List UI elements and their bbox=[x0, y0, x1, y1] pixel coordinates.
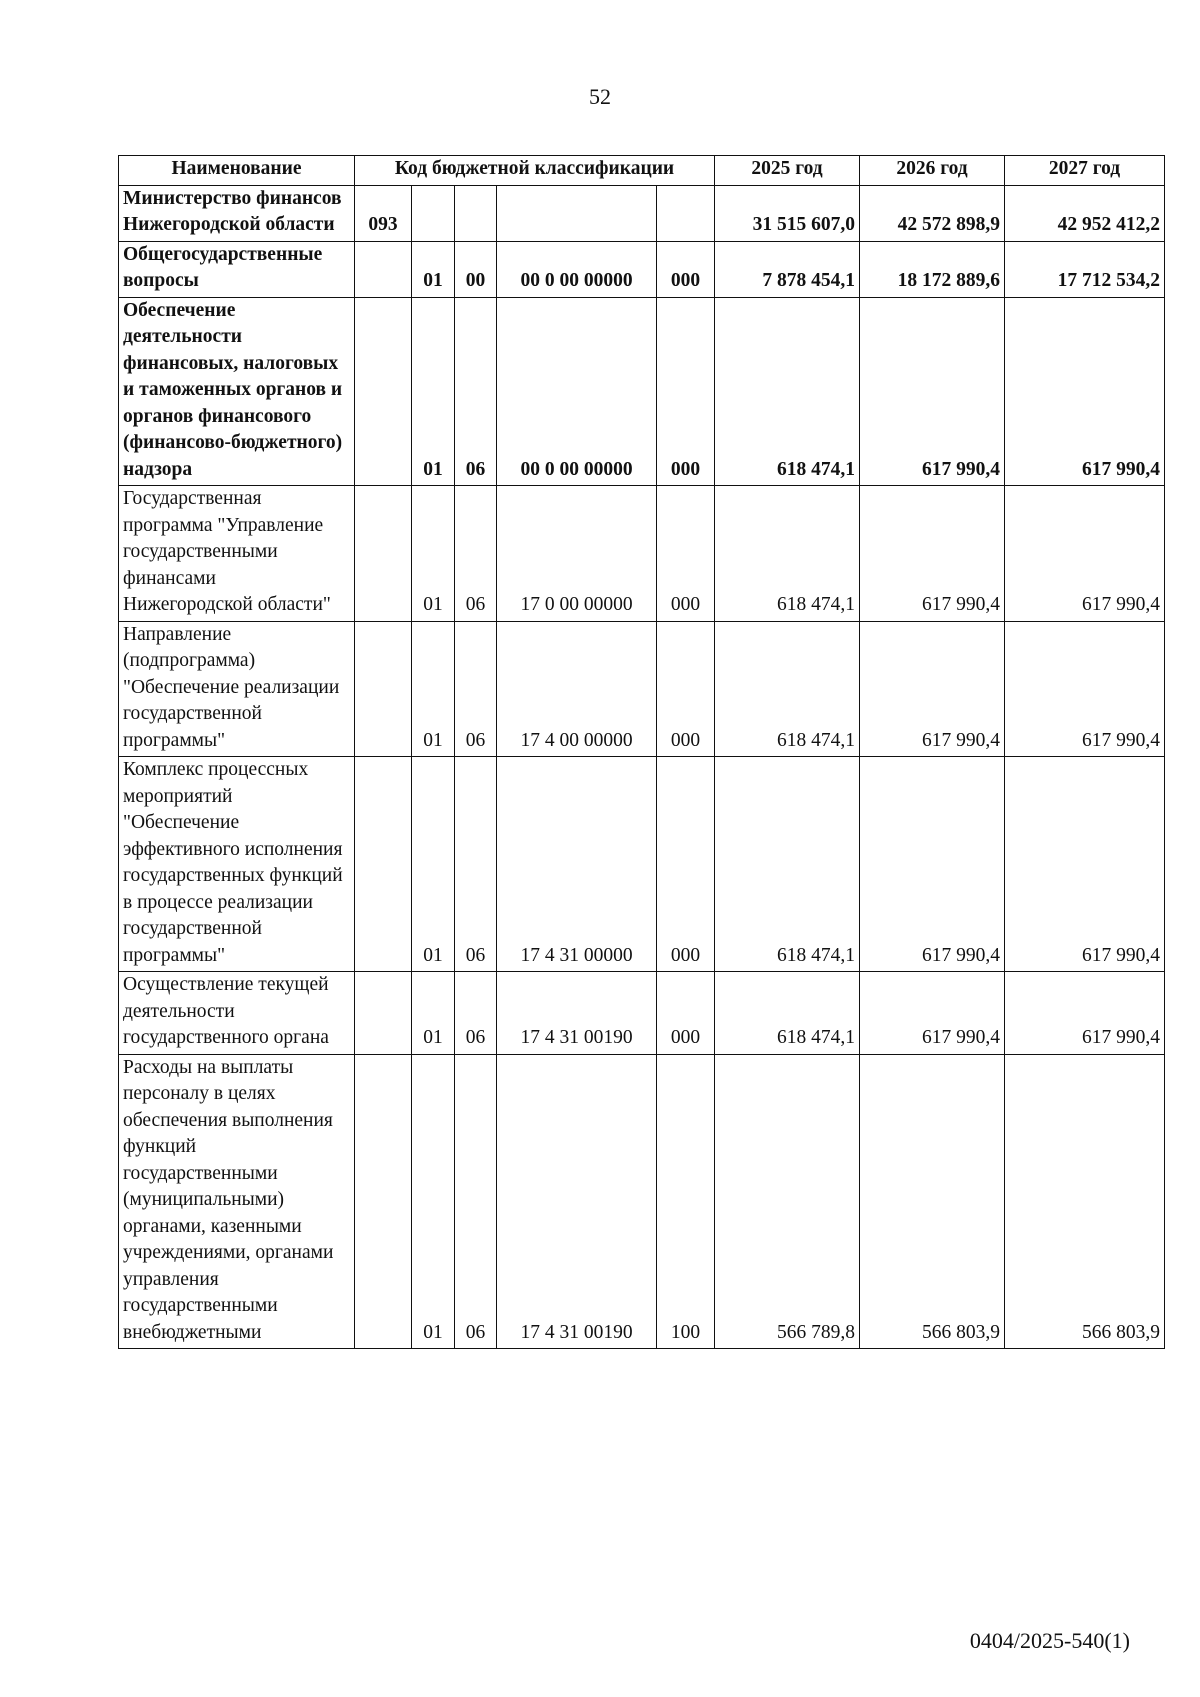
row-amount-2027: 617 990,4 bbox=[1005, 486, 1165, 622]
row-name: Осуществление текущей деятельности государственного органа bbox=[119, 972, 355, 1055]
row-amount-2026: 617 990,4 bbox=[860, 486, 1005, 622]
row-target-article-code: 17 4 31 00190 bbox=[497, 1054, 657, 1349]
page-number: 52 bbox=[589, 84, 611, 109]
table-row bbox=[119, 185, 1165, 241]
table-row bbox=[119, 241, 1165, 297]
row-amount-2025: 566 789,8 bbox=[715, 1054, 860, 1349]
row-expense-type-code: 100 bbox=[657, 1054, 715, 1349]
row-amount-2026: 566 803,9 bbox=[860, 1054, 1005, 1349]
table-row bbox=[119, 297, 1165, 486]
row-ministry-code bbox=[355, 621, 412, 757]
row-subsection-code: 06 bbox=[455, 757, 497, 972]
header-2027: 2027 год bbox=[1005, 156, 1165, 186]
row-target-article-code: 17 4 00 00000 bbox=[497, 621, 657, 757]
row-subsection-code: 06 bbox=[455, 972, 497, 1055]
row-section-code: 01 bbox=[412, 972, 455, 1055]
row-subsection-code: 06 bbox=[455, 621, 497, 757]
row-target-article-code: 17 4 31 00000 bbox=[497, 757, 657, 972]
row-subsection-code: 06 bbox=[455, 1054, 497, 1349]
table-row bbox=[119, 621, 1165, 757]
header-2025: 2025 год bbox=[715, 156, 860, 186]
row-ministry-code bbox=[355, 486, 412, 622]
row-section-code: 01 bbox=[412, 1054, 455, 1349]
row-expense-type-code: 000 bbox=[657, 241, 715, 297]
row-amount-2025: 7 878 454,1 bbox=[715, 241, 860, 297]
row-subsection-code bbox=[455, 185, 497, 241]
row-amount-2025: 618 474,1 bbox=[715, 621, 860, 757]
row-name: Расходы на выплаты персоналу в целях обеспечения выполнения функций государственными (муниципальными) органами, казенными учреждениями, органами управления государственными внебюджетными bbox=[119, 1054, 355, 1349]
table-header-row bbox=[119, 156, 1165, 186]
row-expense-type-code: 000 bbox=[657, 621, 715, 757]
row-ministry-code bbox=[355, 972, 412, 1055]
row-section-code: 01 bbox=[412, 757, 455, 972]
row-target-article-code: 17 0 00 00000 bbox=[497, 486, 657, 622]
row-target-article-code: 00 0 00 00000 bbox=[497, 241, 657, 297]
row-amount-2027: 617 990,4 bbox=[1005, 757, 1165, 972]
header-2026: 2026 год bbox=[860, 156, 1005, 186]
row-section-code: 01 bbox=[412, 621, 455, 757]
row-amount-2025: 618 474,1 bbox=[715, 297, 860, 486]
row-amount-2027: 42 952 412,2 bbox=[1005, 185, 1165, 241]
table-row bbox=[119, 972, 1165, 1055]
row-ministry-code bbox=[355, 241, 412, 297]
row-subsection-code: 06 bbox=[455, 486, 497, 622]
row-name: Комплекс процессных мероприятий "Обеспечение эффективного исполнения государственных функций в процессе реализации государственной программы" bbox=[119, 757, 355, 972]
row-amount-2025: 618 474,1 bbox=[715, 972, 860, 1055]
row-name: Общегосударственные вопросы bbox=[119, 241, 355, 297]
table-row bbox=[119, 757, 1165, 972]
row-amount-2026: 617 990,4 bbox=[860, 972, 1005, 1055]
row-amount-2027: 617 990,4 bbox=[1005, 972, 1165, 1055]
row-subsection-code: 00 bbox=[455, 241, 497, 297]
row-subsection-code: 06 bbox=[455, 297, 497, 486]
row-name: Министерство финансов Нижегородской области bbox=[119, 185, 355, 241]
row-amount-2027: 617 990,4 bbox=[1005, 297, 1165, 486]
row-amount-2026: 617 990,4 bbox=[860, 621, 1005, 757]
row-name: Направление (подпрограмма) "Обеспечение реализации государственной программы" bbox=[119, 621, 355, 757]
row-name: Государственная программа "Управление государственными финансами Нижегородской области" bbox=[119, 486, 355, 622]
row-section-code: 01 bbox=[412, 297, 455, 486]
row-amount-2027: 17 712 534,2 bbox=[1005, 241, 1165, 297]
row-amount-2026: 617 990,4 bbox=[860, 297, 1005, 486]
row-amount-2027: 617 990,4 bbox=[1005, 621, 1165, 757]
row-expense-type-code: 000 bbox=[657, 972, 715, 1055]
row-section-code bbox=[412, 185, 455, 241]
row-ministry-code: 093 bbox=[355, 185, 412, 241]
table-row bbox=[119, 1054, 1165, 1349]
row-ministry-code bbox=[355, 1054, 412, 1349]
row-amount-2026: 42 572 898,9 bbox=[860, 185, 1005, 241]
row-expense-type-code: 000 bbox=[657, 297, 715, 486]
row-target-article-code: 17 4 31 00190 bbox=[497, 972, 657, 1055]
row-amount-2025: 618 474,1 bbox=[715, 486, 860, 622]
header-code: Код бюджетной классификации bbox=[355, 156, 715, 186]
document-code: 0404/2025-540(1) bbox=[969, 1628, 1130, 1653]
row-expense-type-code: 000 bbox=[657, 486, 715, 622]
row-amount-2025: 31 515 607,0 bbox=[715, 185, 860, 241]
row-amount-2025: 618 474,1 bbox=[715, 757, 860, 972]
row-section-code: 01 bbox=[412, 241, 455, 297]
row-ministry-code bbox=[355, 757, 412, 972]
table-row bbox=[119, 486, 1165, 622]
row-target-article-code bbox=[497, 185, 657, 241]
row-expense-type-code: 000 bbox=[657, 757, 715, 972]
row-ministry-code bbox=[355, 297, 412, 486]
row-amount-2026: 617 990,4 bbox=[860, 757, 1005, 972]
row-section-code: 01 bbox=[412, 486, 455, 622]
row-name: Обеспечение деятельности финансовых, налоговых и таможенных органов и органов финансового (финансово-бюджетного) надзора bbox=[119, 297, 355, 486]
row-expense-type-code bbox=[657, 185, 715, 241]
budget-table bbox=[118, 155, 1165, 1349]
header-name: Наименование bbox=[119, 156, 355, 186]
row-amount-2026: 18 172 889,6 bbox=[860, 241, 1005, 297]
row-target-article-code: 00 0 00 00000 bbox=[497, 297, 657, 486]
row-amount-2027: 566 803,9 bbox=[1005, 1054, 1165, 1349]
